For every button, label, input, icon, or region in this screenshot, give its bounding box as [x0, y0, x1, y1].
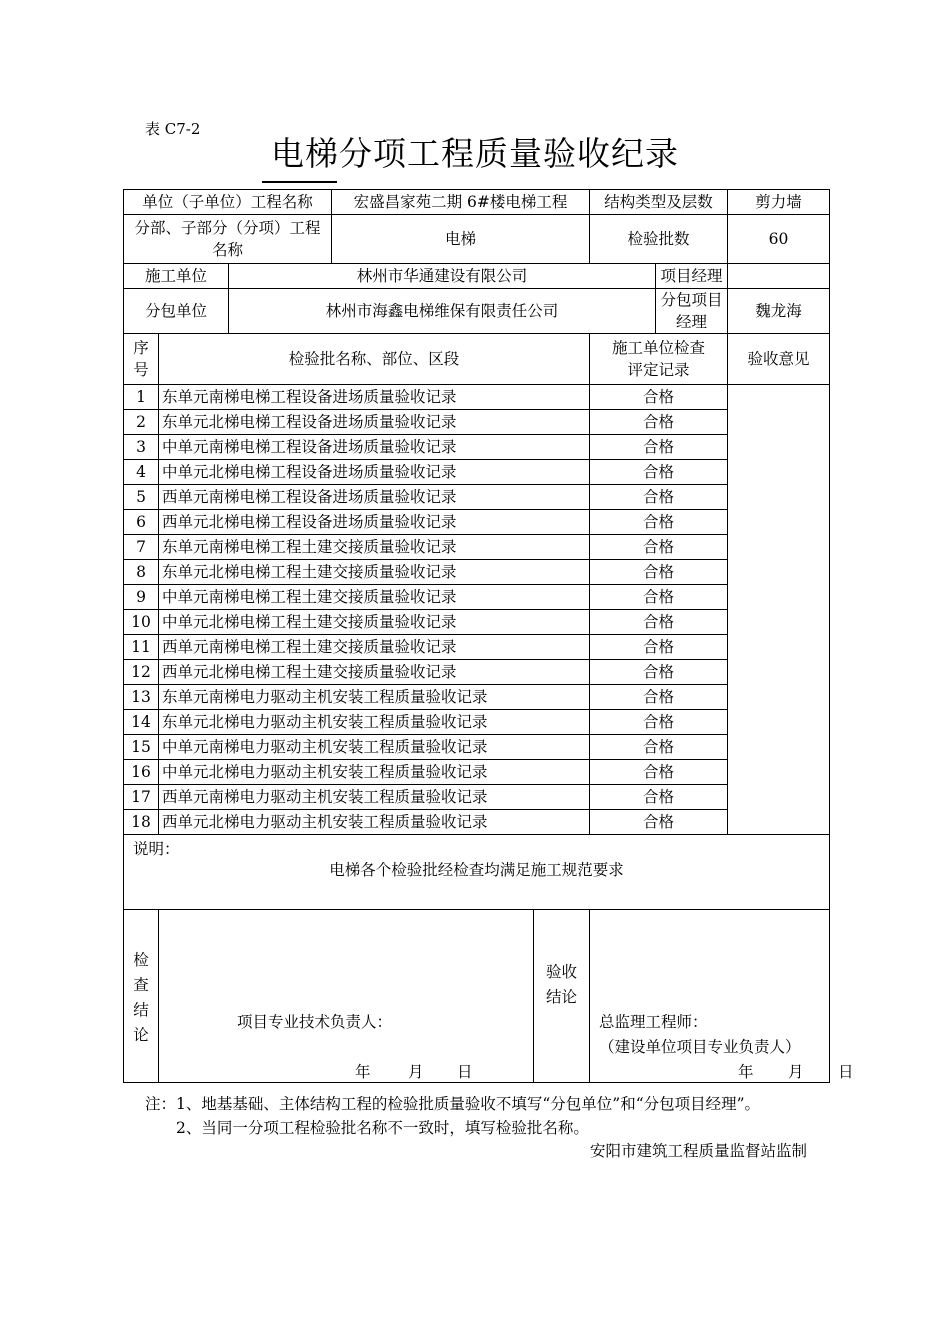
structure-value: 剪力墙	[728, 190, 830, 215]
acceptance-conclusion-label-cell	[534, 910, 590, 1083]
table-row	[124, 560, 830, 585]
check-header-line1: 施工单位检查	[612, 339, 706, 357]
table-row	[124, 760, 830, 785]
sub-pm-value: 魏龙海	[728, 289, 830, 334]
acceptance-conclusion-cell	[590, 910, 854, 1083]
date-month: 月	[408, 1063, 424, 1081]
sub-pm-label: 分包项目经理	[656, 289, 728, 334]
table-row	[124, 685, 830, 710]
row-number: 17	[124, 785, 159, 810]
row-number: 13	[124, 685, 159, 710]
row-number: 2	[124, 410, 159, 435]
table-row	[124, 810, 830, 835]
seq-header-line1: 序	[133, 339, 149, 357]
batch-count-label: 检验批数	[590, 215, 728, 264]
row-number: 8	[124, 560, 159, 585]
row-result: 合格	[590, 460, 728, 485]
row-number: 16	[124, 760, 159, 785]
seq-header	[124, 334, 159, 385]
row-result: 合格	[590, 385, 728, 410]
row-number: 18	[124, 810, 159, 835]
opinion-header: 验收意见	[728, 334, 830, 385]
check-header-line2: 评定记录	[627, 361, 690, 379]
row-number: 14	[124, 710, 159, 735]
row-batch-name: 东单元南梯电梯工程土建交接质量验收记录	[159, 535, 590, 560]
table-row	[124, 460, 830, 485]
subcontractor-value: 林州市海鑫电梯维保有限责任公司	[229, 289, 656, 334]
row-number: 6	[124, 510, 159, 535]
accept-label-line: 结论	[545, 988, 577, 1006]
remarks-cell	[124, 835, 830, 910]
row-result: 合格	[590, 660, 728, 685]
table-row	[124, 535, 830, 560]
table-row	[124, 710, 830, 735]
issuer: 安阳市建筑工程质量监督站监制	[589, 1142, 807, 1160]
date-day: 日	[838, 1063, 854, 1081]
row-batch-name: 西单元北梯电梯工程土建交接质量验收记录	[159, 660, 590, 685]
table-row	[124, 635, 830, 660]
row-result: 合格	[590, 485, 728, 510]
date-year: 年	[738, 1063, 754, 1081]
unit-project-value: 宏盛昌家苑二期 6#楼电梯工程	[332, 190, 590, 215]
footnote-1: 注：1、地基基础、主体结构工程的检验批质量验收不填写“分包单位”和“分包项目经理”。	[145, 1095, 761, 1113]
acceptance-table	[123, 189, 854, 1083]
row-batch-name: 中单元南梯电力驱动主机安装工程质量验收记录	[159, 735, 590, 760]
row-result: 合格	[590, 785, 728, 810]
batch-name-header: 检验批名称、部位、区段	[159, 334, 590, 385]
row-number: 5	[124, 485, 159, 510]
seq-header-line2: 号	[133, 361, 149, 379]
table-row	[124, 485, 830, 510]
form-code: 表 C7-2	[145, 120, 201, 138]
tech-lead-label: 项目专业技术负责人：	[237, 1013, 393, 1031]
footnote-2: 2、当同一分项工程检验批名称不一致时，填写检验批名称。	[176, 1119, 589, 1137]
sub-project-label: 分部、子部分（分项）工程名称	[124, 215, 332, 264]
pm-value	[728, 264, 830, 289]
opinion-cell	[728, 385, 830, 835]
remarks-row	[124, 835, 830, 910]
header-row-unit	[124, 190, 830, 215]
table-row	[124, 735, 830, 760]
unit-project-label: 单位（子单位）工程名称	[124, 190, 332, 215]
row-batch-name: 东单元北梯电梯工程设备进场质量验收记录	[159, 410, 590, 435]
title-underline	[262, 181, 337, 183]
row-batch-name: 中单元北梯电梯工程土建交接质量验收记录	[159, 610, 590, 635]
subcontractor-label: 分包单位	[124, 289, 229, 334]
pm-label: 项目经理	[656, 264, 728, 289]
remarks-text: 电梯各个检验批经检查均满足施工规范要求	[329, 861, 624, 879]
table-row	[124, 585, 830, 610]
table-row	[124, 410, 830, 435]
row-number: 12	[124, 660, 159, 685]
row-batch-name: 西单元北梯电力驱动主机安装工程质量验收记录	[159, 810, 590, 835]
table-row	[124, 660, 830, 685]
table-row	[124, 435, 830, 460]
row-number: 4	[124, 460, 159, 485]
row-result: 合格	[590, 535, 728, 560]
row-number: 9	[124, 585, 159, 610]
contractor-label: 施工单位	[124, 264, 229, 289]
row-batch-name: 西单元北梯电梯工程设备进场质量验收记录	[159, 510, 590, 535]
row-batch-name: 中单元南梯电梯工程设备进场质量验收记录	[159, 435, 590, 460]
page-title: 电梯分项工程质量验收纪录	[271, 134, 679, 173]
row-result: 合格	[590, 710, 728, 735]
row-batch-name: 东单元南梯电力驱动主机安装工程质量验收记录	[159, 685, 590, 710]
row-number: 15	[124, 735, 159, 760]
row-result: 合格	[590, 560, 728, 585]
row-batch-name: 东单元北梯电力驱动主机安装工程质量验收记录	[159, 710, 590, 735]
column-header-row	[124, 334, 830, 385]
date-month: 月	[788, 1063, 804, 1081]
check-label-char: 论	[133, 1026, 149, 1044]
table-row	[124, 385, 830, 410]
row-number: 3	[124, 435, 159, 460]
table-row	[124, 785, 830, 810]
date-day: 日	[457, 1063, 473, 1081]
check-label-char: 结	[133, 1001, 149, 1019]
row-batch-name: 东单元北梯电梯工程土建交接质量验收记录	[159, 560, 590, 585]
row-result: 合格	[590, 435, 728, 460]
row-result: 合格	[590, 410, 728, 435]
batch-count-value: 60	[728, 215, 830, 264]
remarks-label: 说明：	[133, 840, 180, 858]
row-batch-name: 西单元南梯电梯工程土建交接质量验收记录	[159, 635, 590, 660]
row-number: 1	[124, 385, 159, 410]
table-row	[124, 610, 830, 635]
row-result: 合格	[590, 685, 728, 710]
header-row-subproject	[124, 215, 830, 264]
row-result: 合格	[590, 610, 728, 635]
supervisor-label: 总监理工程师：	[599, 1013, 708, 1031]
check-record-header	[590, 334, 728, 385]
footnotes	[145, 1092, 760, 1140]
check-label-char: 查	[133, 976, 149, 994]
accept-label-line: 验收	[545, 963, 577, 981]
row-number: 10	[124, 610, 159, 635]
header-row-contractor	[124, 264, 830, 289]
row-number: 11	[124, 635, 159, 660]
row-batch-name: 东单元南梯电梯工程设备进场质量验收记录	[159, 385, 590, 410]
row-result: 合格	[590, 510, 728, 535]
row-batch-name: 中单元南梯电梯工程土建交接质量验收记录	[159, 585, 590, 610]
row-batch-name: 中单元北梯电力驱动主机安装工程质量验收记录	[159, 760, 590, 785]
row-batch-name: 中单元北梯电梯工程设备进场质量验收记录	[159, 460, 590, 485]
check-conclusion-cell	[159, 910, 534, 1083]
supervisor-note: （建设单位项目专业负责人）	[599, 1038, 801, 1056]
header-row-subcontractor	[124, 289, 830, 334]
table-row	[124, 510, 830, 535]
structure-label: 结构类型及层数	[590, 190, 728, 215]
date-year: 年	[355, 1063, 371, 1081]
check-label-char: 检	[133, 951, 149, 969]
sub-project-value: 电梯	[332, 215, 590, 264]
row-result: 合格	[590, 735, 728, 760]
row-batch-name: 西单元南梯电梯工程设备进场质量验收记录	[159, 485, 590, 510]
row-result: 合格	[590, 585, 728, 610]
conclusion-row	[124, 910, 830, 1083]
row-batch-name: 西单元南梯电力驱动主机安装工程质量验收记录	[159, 785, 590, 810]
contractor-value: 林州市华通建设有限公司	[229, 264, 656, 289]
row-number: 7	[124, 535, 159, 560]
row-result: 合格	[590, 760, 728, 785]
row-result: 合格	[590, 810, 728, 835]
row-result: 合格	[590, 635, 728, 660]
check-conclusion-label-cell	[124, 910, 159, 1083]
